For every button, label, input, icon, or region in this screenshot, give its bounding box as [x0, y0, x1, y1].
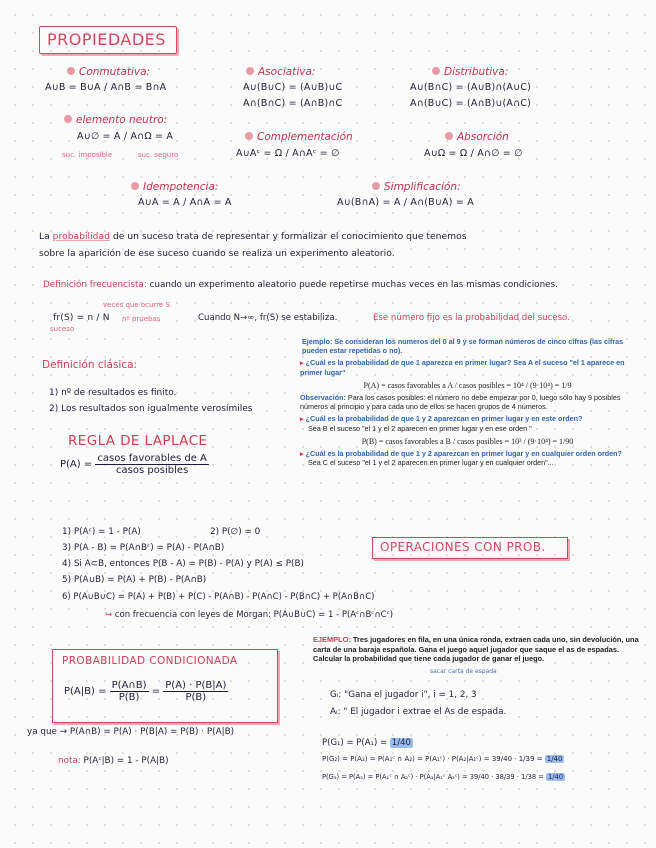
- op-rule-1: 1) P(Aᶜ) = 1 - P(A): [62, 527, 141, 537]
- prop-asociativa-formula-1: A∪(B∪C) = (A∪B)∪C: [243, 82, 343, 93]
- example-2-note: sacar carta de espada: [430, 668, 497, 675]
- example-1-formula-1: P(A) = casos favorables a A / casos posibles = 10⁴ / (9·10⁴) = 1/9: [363, 380, 572, 390]
- prop-conmutativa-formula: A∪B = B∪A / A∩B = B∩A: [45, 82, 167, 93]
- example-1-block: [300, 337, 635, 467]
- prop-asociativa-formula-2: A∩(B∩C) = (A∩B)∩C: [243, 98, 343, 109]
- page-title: PROPIEDADES: [47, 30, 166, 49]
- laplace-fraction: $\frac{\text{casos favorables de A}}{\text{casos posibles}}$: [97, 453, 207, 476]
- bullet-dot-icon: [67, 67, 75, 75]
- operations-title: OPERACIONES CON PROB.: [380, 540, 546, 554]
- prop-idempotencia-heading: Idempotencia:: [131, 181, 218, 193]
- prop-absorcion-heading: Absorción: [445, 131, 509, 143]
- conditional-fraction-2: $\frac{P(A) \cdot P(B|A)}{P(B)}$: [165, 680, 227, 703]
- op-rule-4: 4) Si A⊂B, entonces P(B - A) = P(B) - P(A) y P(A) ≤ P(B): [62, 559, 304, 569]
- example-2-p3: P(G₃) = P(A₃) = P(A₁ᶜ ∩ A₂ᶜ) · P(A₃|A₁ᶜ A₂ᶜ) = 39/40 · 38/39 · 1/38 = 1/40: [322, 773, 563, 781]
- classic-item-2: 2) Los resultados son igualmente verosímiles: [49, 404, 253, 414]
- prop-distributiva-heading: Distributiva:: [432, 66, 508, 78]
- prop-neutro-formula: A∪∅ = A / A∩Ω = A: [77, 131, 174, 142]
- op-rule-2: 2) P(∅) = 0: [210, 527, 261, 537]
- bullet-dot-icon: [372, 182, 380, 190]
- example-1-q2-event: Sea B el suceso "el 1 y el 2 aparecen en primer lugar y en ese orden ": [308, 423, 532, 433]
- prop-simplificacion-heading: Simplificación:: [372, 181, 461, 193]
- op-rule-6: 6) P(A∪B∪C) = P(A) + P(B) + P(C) - P(A∩B) - P(A∩C) - P(B∩C) + P(A∩B∩C): [62, 592, 375, 602]
- prop-absorcion-formula: A∪Ω = Ω / A∩∅ = ∅: [424, 148, 523, 159]
- freq-note-occurrences: veces que ocurre S: [103, 301, 170, 309]
- example-1-q3-event: Sea C el suceso "el 1 y el 2 aparecen en primer lugar y en cualquier orden"...: [308, 458, 554, 468]
- bullet-dot-icon: [445, 132, 453, 140]
- prop-distributiva-formula-2: A∩(B∪C) = (A∩B)∪(A∩C): [410, 98, 532, 109]
- bullet-dot-icon: [246, 67, 254, 75]
- example-2-p2-result: 1/40: [546, 755, 563, 763]
- laplace-title: REGLA DE LAPLACE: [68, 433, 208, 449]
- prop-simplificacion-formula: A∪(B∩A) = A / A∩(B∪A) = A: [337, 197, 474, 208]
- example-2-p1: P(G₁) = P(A₁) = 1/40: [322, 738, 411, 748]
- bullet-dot-icon: [432, 67, 440, 75]
- example-2-event-g: Gᵢ: "Gana el jugador i", i = 1, 2, 3: [330, 690, 477, 700]
- conditional-note: nota: P(Aᶜ|B) = 1 - P(A|B): [58, 756, 169, 766]
- intro-line-1: La probabilidad de un suceso trata de representar y formalizar el conocimiento que tenemos: [39, 231, 467, 242]
- example-1-q1: ▸ ¿Cuál es la probabilidad de que 1 aparezca en primer lugar? Sea A el suceso "el 1 aparece en primer lugar": [300, 358, 625, 377]
- classic-definition-heading: Definición clásica:: [42, 359, 138, 371]
- freq-formula: fr(S) = n / N: [53, 313, 110, 323]
- example-1-formula-2: P(B) = casos favorables a B / casos posibles = 10³ / (9·10⁴) = 1/90: [361, 436, 574, 446]
- conditional-title: PROBABILIDAD CONDICIONADA: [62, 655, 238, 667]
- intro-line-2: sobre la aparición de ese suceso cuando se realiza un experimento aleatorio.: [39, 248, 395, 259]
- example-2-p3-result: 1/40: [547, 773, 563, 781]
- freq-note-event: suceso: [50, 325, 75, 333]
- example-1-q2: ▸ ¿Cuál es la probabilidad de que 1 y 2 aparezcan en primer lugar y en este orden?: [300, 414, 583, 424]
- conditional-formula: P(A|B) = $\frac{P(A\cap B)}{P(B)}$ = $\frac{P(A) \cdot P(B|A)}{P(B)}$: [64, 680, 227, 703]
- freq-condition: Cuando N→∞, fr(S) se estabiliza.: [198, 313, 338, 323]
- example-2-block: EJEMPLO: Tres jugadores en fila, en una única ronda, extraen cada uno, sin devolución, una carta de una baraja española. Gana el juego aquel jugador que saque el as de espadas. Calcular la probabilidad que tiene cada jugador de ganar el juego.: [313, 635, 639, 664]
- example-2-p1-result: 1/40: [391, 738, 411, 748]
- prop-asociativa-heading: Asociativa:: [246, 66, 315, 78]
- prop-neutro-note-impossible: suc. imposible: [62, 151, 113, 159]
- freq-note-trials: nº pruebas: [122, 315, 161, 323]
- conditional-fraction-1: $\frac{P(A\cap B)}{P(B)}$: [111, 680, 147, 703]
- freq-definition: Definición frecuencista: cuando un experimento aleatorio puede repetirse muchas veces en las mismas condiciones.: [43, 280, 558, 290]
- example-2-p2: P(G₂) = P(A₂) = P(A₁ᶜ ∩ A₂) = P(A₁ᶜ) · P(A₂|A₁ᶜ) = 39/40 · 1/39 = 1/40: [322, 755, 563, 763]
- example-1-intro: Ejemplo: Se consideran los numeros del 0 al 9 y se forman números de cinco cifras (las cifras pueden estar repetidas o no).: [302, 337, 624, 356]
- laplace-formula: P(A) = $\frac{\text{casos favorables de A}}{\text{casos posibles}}$: [60, 453, 207, 476]
- prop-distributiva-formula-1: A∪(B∩C) = (A∪B)∩(A∪C): [410, 82, 532, 93]
- prop-complementacion-formula: A∪Aᶜ = Ω / A∩Aᶜ = ∅: [236, 148, 340, 159]
- bullet-dot-icon: [245, 132, 253, 140]
- op-rule-5: 5) P(A∪B) = P(A) + P(B) - P(A∩B): [62, 575, 207, 585]
- classic-item-1: 1) nº de resultados es finito.: [49, 388, 177, 398]
- bullet-dot-icon: [131, 182, 139, 190]
- op-rule-morgan: ↪ con frecuencia con leyes de Morgan: P(A∪B∪C) = 1 - P(Aᶜ∩Bᶜ∩Cᶜ): [105, 610, 394, 620]
- prop-conmutativa-heading: Conmutativa:: [67, 66, 150, 78]
- example-1-observation: Observación: Para los casos posibles: el número no debe empezar por 0, luego sólo hay 9 posibles números al principio y para cada uno de ellos se hacen grupos de 4 números.: [300, 393, 621, 412]
- bullet-dot-icon: [64, 115, 72, 123]
- prop-idempotencia-formula: A∪A = A / A∩A = A: [138, 197, 232, 208]
- prop-complementacion-heading: Complementación: [245, 131, 353, 143]
- prop-neutro-heading: elemento neutro:: [64, 114, 167, 126]
- freq-conclusion: Ese número fijo es la probabilidad del suceso.: [373, 313, 570, 323]
- example-1-q3: ▸ ¿Cuál es la probabilidad de que 1 y 2 aparezcan en primer lugar y en cualquier orden orden?: [300, 449, 622, 459]
- conditional-because: ya que → P(A∩B) = P(A) · P(B|A) = P(B) · P(A|B): [27, 727, 235, 737]
- example-2-event-a: Aᵢ: " El jugador i extrae el As de espada.: [330, 707, 507, 717]
- prop-neutro-note-sure: suc. seguro: [138, 151, 179, 159]
- op-rule-3: 3) P(A - B) = P(A∩Bᶜ) = P(A) - P(A∩B): [62, 543, 225, 553]
